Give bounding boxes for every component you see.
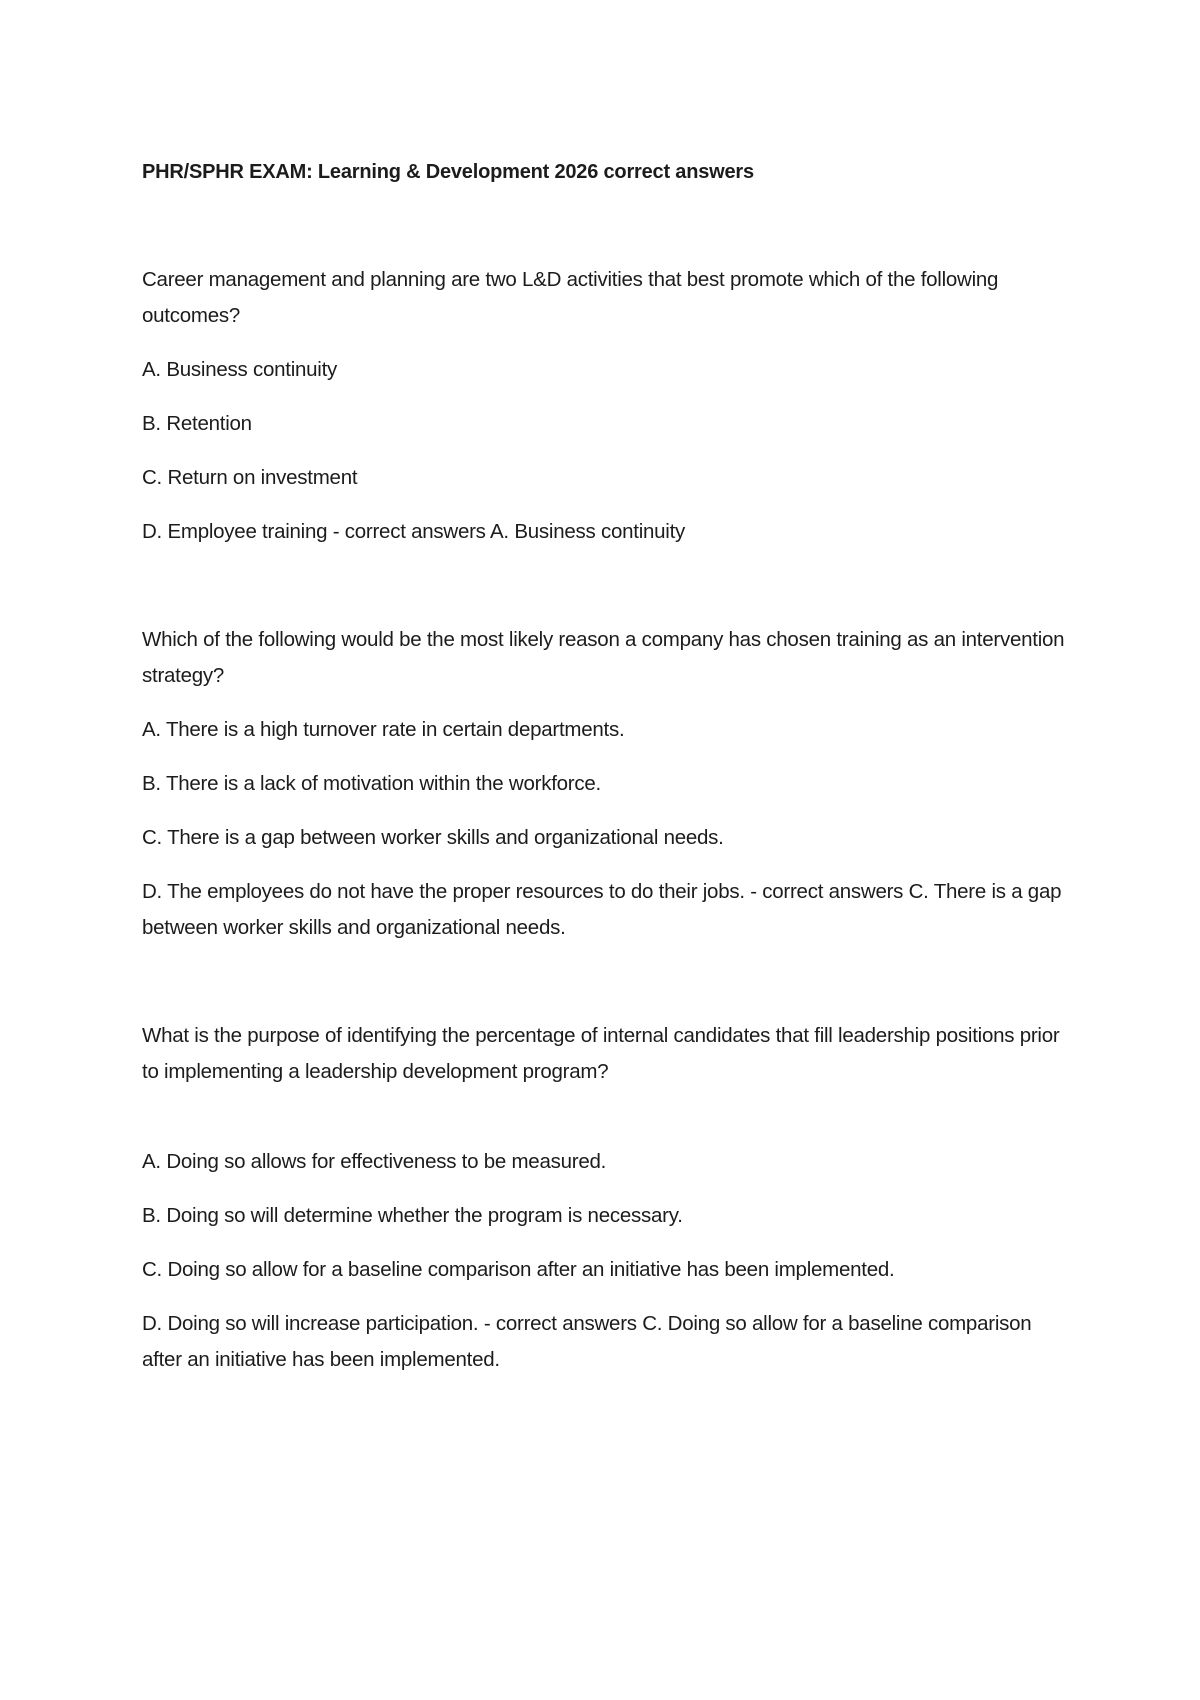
- answer-option-d-with-correct-answer: D. Employee training - correct answers A. Business continuity: [142, 520, 686, 543]
- answer-option-d-with-correct-answer: D. The employees do not have the proper resources to do their jobs. - correct answers C. There is a gap between worker skills and organizational needs.: [142, 880, 1062, 939]
- answer-option-b: B. Retention: [142, 412, 252, 435]
- answer-option-c: C. Return on investment: [142, 466, 358, 489]
- answer-option-b: B. Doing so will determine whether the program is necessary.: [142, 1204, 683, 1227]
- answer-option-a: A. Doing so allows for effectiveness to be measured.: [142, 1150, 607, 1173]
- question-text: What is the purpose of identifying the percentage of internal candidates that fill leadership positions prior to implementing a leadership development program?: [142, 1024, 1060, 1083]
- answer-option-d-with-correct-answer: D. Doing so will increase participation. - correct answers C. Doing so allow for a baseline comparison after an initiative has been implemented.: [142, 1312, 1032, 1371]
- answer-option-a: A. Business continuity: [142, 358, 338, 381]
- answer-option-c: C. There is a gap between worker skills and organizational needs.: [142, 826, 724, 849]
- question-block-3: [142, 1018, 1072, 1378]
- question-text: Which of the following would be the most likely reason a company has chosen training as an intervention strategy?: [142, 628, 1065, 687]
- answer-option-c: C. Doing so allow for a baseline comparison after an initiative has been implemented.: [142, 1258, 895, 1281]
- question-text: Career management and planning are two L&D activities that best promote which of the following outcomes?: [142, 268, 999, 327]
- answer-option-a: A. There is a high turnover rate in certain departments.: [142, 718, 625, 741]
- question-block-2: [142, 622, 1072, 946]
- document-title: PHR/SPHR EXAM: Learning & Development 2026 correct answers: [142, 161, 754, 183]
- document-content: [142, 157, 1072, 1450]
- answer-option-b: B. There is a lack of motivation within the workforce.: [142, 772, 601, 795]
- question-block-1: [142, 262, 1072, 550]
